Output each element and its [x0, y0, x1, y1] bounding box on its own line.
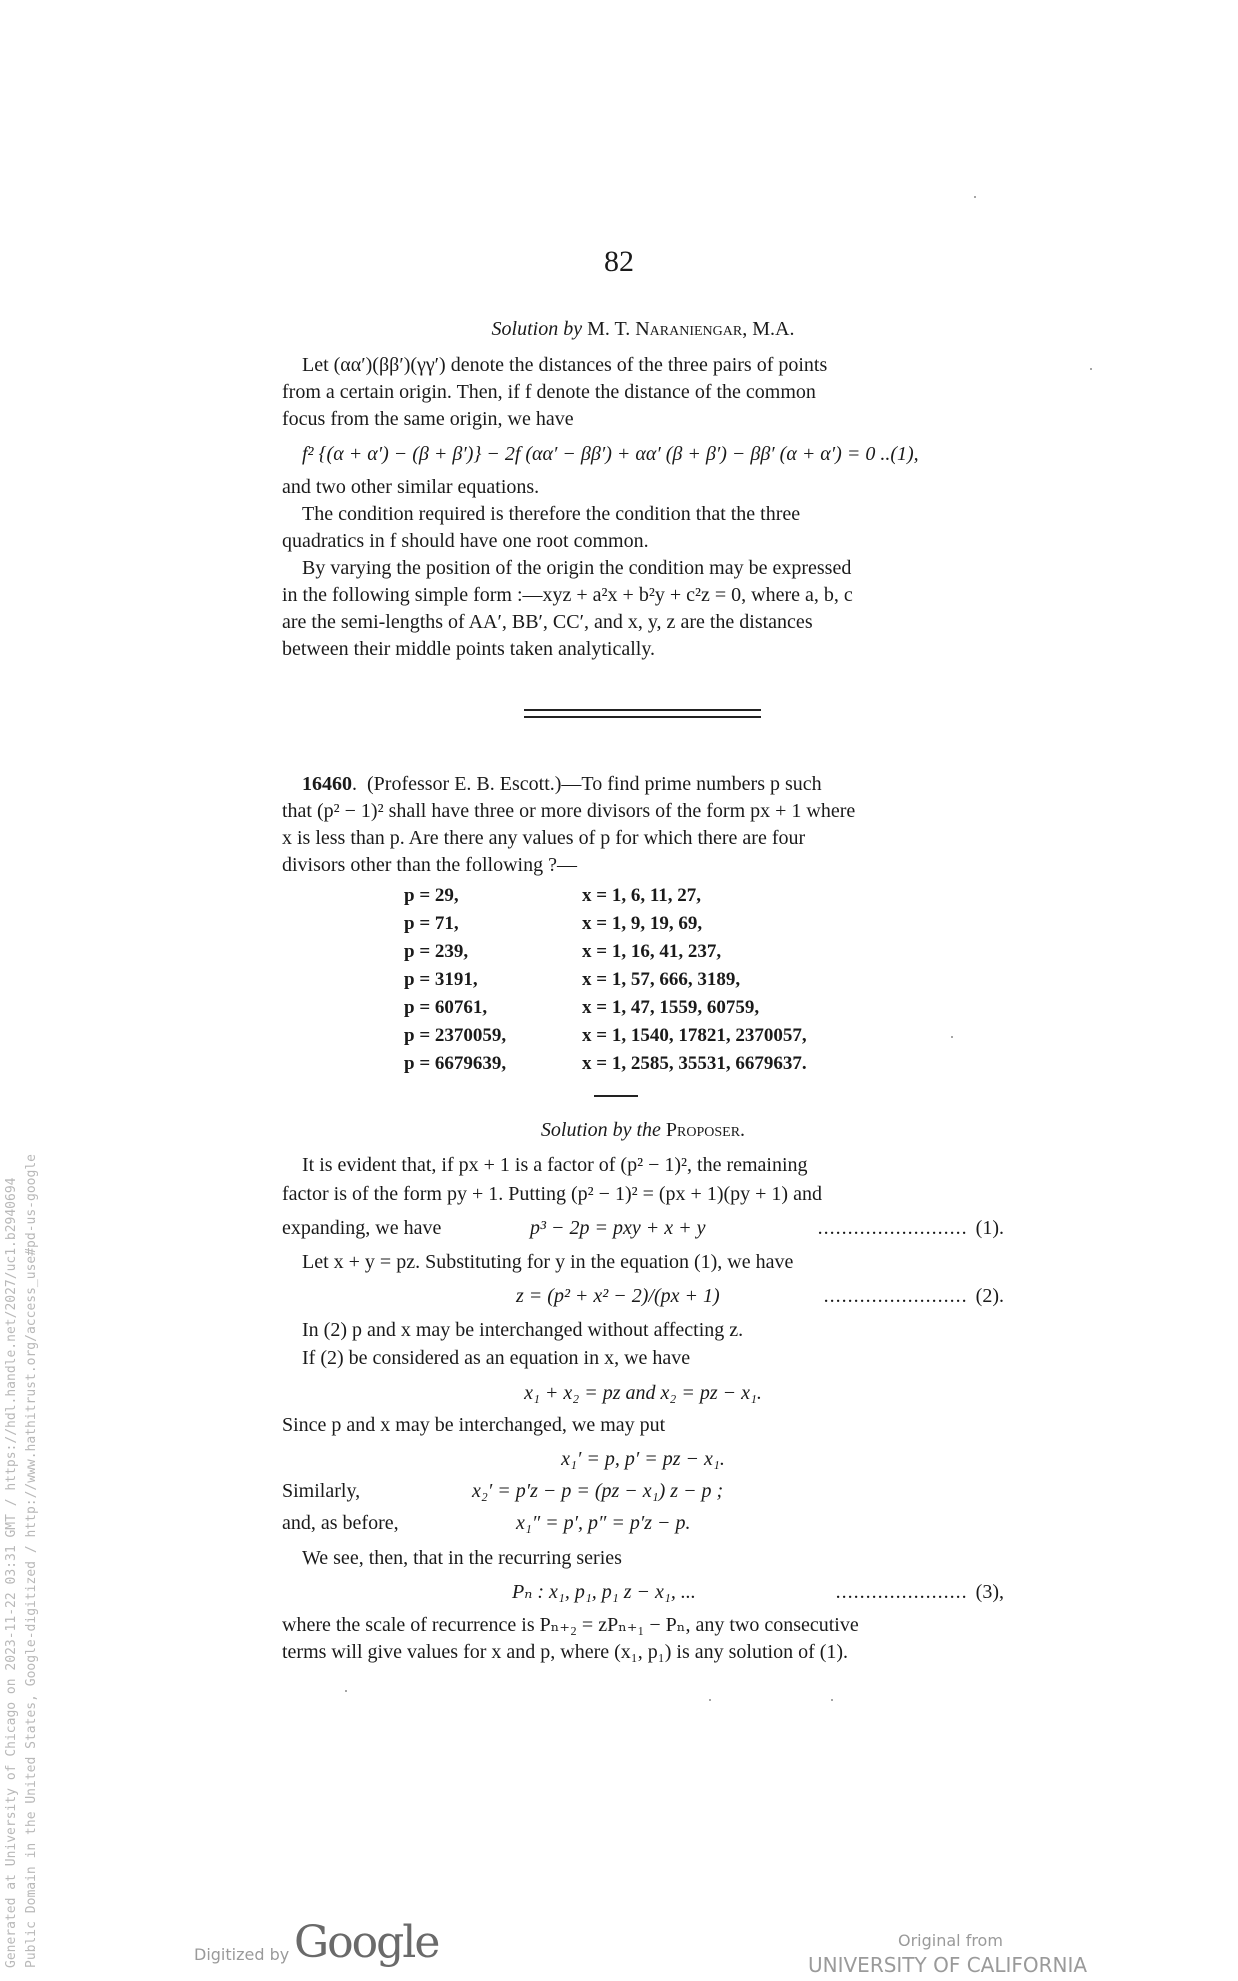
table-x-values: x = 1, 6, 11, 27, — [582, 885, 702, 906]
dot-leader: ......................... — [817, 1217, 968, 1239]
solution2-line-13: We see, then, that in the recurring series — [302, 1547, 622, 1569]
original-from-label: Original from — [898, 1931, 1003, 1950]
solution2-line-8: x₁ + x₂ = pz and x₂ = pz − x₁. — [524, 1382, 762, 1404]
table-row — [404, 910, 964, 938]
table-row — [404, 882, 964, 910]
problem-proposer: (Professor E. B. Escott.) — [367, 773, 562, 795]
solution2-line-11 — [282, 1478, 1004, 1505]
solution2-line-11-text: Similarly, — [282, 1480, 361, 1502]
solution1-after-1: and two other similar equations. — [282, 476, 540, 498]
separator-rule-top — [524, 709, 761, 711]
solution2-line-3-text: expanding, we have — [282, 1217, 442, 1239]
scan-speck — [1090, 368, 1092, 370]
table-x-values: x = 1, 47, 1559, 60759, — [582, 997, 760, 1018]
watermark-line-2: Public Domain in the United States, Google-digitized / http://www.hathitrust.org/access_use#pd-us-google — [24, 1154, 39, 1968]
page-number: 82 — [604, 245, 634, 278]
solution2-heading-italic: Solution by the — [540, 1119, 661, 1141]
table-row — [404, 994, 964, 1022]
solution1-after-7: between their middle points taken analytically. — [282, 638, 656, 660]
solution2-line-3 — [282, 1215, 1004, 1242]
solution1-after-2: The condition required is therefore the condition that the three — [302, 503, 801, 525]
solution1-after-3: quadratics in f should have one root common. — [282, 530, 649, 552]
solution1-line-3: focus from the same origin, we have — [282, 408, 574, 430]
table-row — [404, 1022, 964, 1050]
table-row — [404, 1050, 964, 1078]
solution1-equation: f² {(α + α′) − (β + β′)} − 2f (αα′ − ββ′) + αα′ (β + β′) − ββ′ (α + α′) = 0 ..(1), — [302, 443, 919, 465]
solution1-line-1: Let (αα′)(ββ′)(γγ′) denote the distances of the three pairs of points — [302, 354, 828, 376]
table-x-values: x = 1, 2585, 35531, 6679637. — [582, 1053, 807, 1074]
separator-rule-bottom — [524, 716, 761, 718]
table-x-values: x = 1, 16, 41, 237, — [582, 941, 722, 962]
problem-number: 16460 — [302, 773, 352, 795]
dot-leader: ...................... — [835, 1581, 968, 1603]
solution2-line-10: x₁′ = p, p′ = pz − x₁. — [561, 1448, 725, 1470]
solution1-after-6: are the semi-lengths of AA′, BB′, CC′, and x, y, z are the distances — [282, 611, 813, 633]
table-p-value: p = 71, — [404, 913, 459, 934]
table-x-values: x = 1, 57, 666, 3189, — [582, 969, 741, 990]
equation-3-ref: (3), — [975, 1581, 1004, 1603]
scan-speck — [345, 1690, 347, 1692]
solution1-after-4: By varying the position of the origin the condition may be expressed — [302, 557, 852, 579]
institution-label: UNIVERSITY OF CALIFORNIA — [808, 1953, 1088, 1977]
table-p-value: p = 60761, — [404, 997, 488, 1018]
solution2-line-12-text: and, as before, — [282, 1512, 399, 1534]
equation-2-ref: (2). — [975, 1285, 1004, 1307]
table-x-values: x = 1, 9, 19, 69, — [582, 913, 703, 934]
scan-speck — [709, 1699, 711, 1701]
table-row — [404, 966, 964, 994]
equation-similarly: x₂′ = p′z − p = (pz − x₁) z − p ; — [472, 1480, 724, 1502]
scan-speck — [951, 1036, 953, 1038]
table-p-value: p = 6679639, — [404, 1053, 507, 1074]
solution2-heading — [282, 1117, 1004, 1144]
table-p-value: p = 239, — [404, 941, 469, 962]
table-p-value: p = 3191, — [404, 969, 478, 990]
table-p-value: p = 29, — [404, 885, 459, 906]
watermark-line-1: Generated at University of Chicago on 2023-11-22 03:31 GMT / https://hdl.handle.net/2027/uc1.b2940694 — [4, 1177, 19, 1968]
scan-speck — [831, 1699, 833, 1701]
problem-line-4: divisors other than the following ?— — [282, 854, 577, 876]
google-logo: Google — [294, 1917, 439, 1968]
solution2-line-1: It is evident that, if px + 1 is a factor of (p² − 1)², the remaining — [302, 1154, 808, 1176]
equation-1: p³ − 2p = pxy + x + y — [530, 1217, 706, 1239]
solution2-line-9: Since p and x may be interchanged, we may put — [282, 1414, 666, 1436]
solution2-author: Proposer. — [665, 1119, 746, 1141]
short-separator-rule — [594, 1095, 638, 1097]
solution2-line-4: Let x + y = pz. Substituting for y in the equation (1), we have — [302, 1251, 794, 1273]
problem-line-3: x is less than p. Are there any values of p for which there are four — [282, 827, 806, 849]
digitized-by-label: Digitized by — [194, 1945, 290, 1964]
table-x-values: x = 1, 1540, 17821, 2370057, — [582, 1025, 807, 1046]
dot-leader: ........................ — [823, 1285, 968, 1307]
solution2-line-6: In (2) p and x may be interchanged without affecting z. — [302, 1319, 744, 1341]
solution1-line-2: from a certain origin. Then, if f denote the distance of the common — [282, 381, 816, 403]
problem-line-1-text: —To find prime numbers p such — [561, 773, 822, 795]
solution1-after-5: in the following simple form :—xyz + a²x + b²y + c²z = 0, where a, b, c — [282, 584, 853, 606]
solution2-line-5 — [282, 1283, 1004, 1310]
table-p-value: p = 2370059, — [404, 1025, 507, 1046]
table-row — [404, 938, 964, 966]
solution2-line-2: factor is of the form py + 1. Putting (p² − 1)² = (px + 1)(py + 1) and — [282, 1183, 822, 1205]
solution2-line-14 — [282, 1579, 1004, 1606]
problem-line-2: that (p² − 1)² shall have three or more divisors of the form px + 1 where — [282, 800, 856, 822]
equation-1-ref: (1). — [975, 1217, 1004, 1239]
scan-speck — [974, 196, 976, 198]
solution2-line-15: where the scale of recurrence is Pₙ₊₂ = zPₙ₊₁ − Pₙ, any two consecutive — [282, 1614, 859, 1636]
solution2-line-7: If (2) be considered as an equation in x, we have — [302, 1347, 691, 1369]
solution1-heading — [282, 316, 1004, 343]
problem-line-1: 16460. (Professor E. B. Escott.)—To find prime numbers p such — [302, 773, 822, 795]
solution2-line-12 — [282, 1510, 1004, 1537]
equation-as-before: x₁″ = p′, p″ = p′z − p. — [516, 1512, 691, 1534]
solution2-line-16: terms will give values for x and p, where (x₁, p₁) is any solution of (1). — [282, 1641, 849, 1663]
equation-2: z = (p² + x² − 2)/(px + 1) — [516, 1285, 720, 1307]
solution1-author: M. T. Naraniengar, M.A. — [587, 318, 795, 340]
equation-3: Pₙ : x₁, p₁, p₁ z − x₁, ... — [512, 1581, 696, 1603]
solution1-heading-italic: Solution by — [491, 318, 583, 340]
